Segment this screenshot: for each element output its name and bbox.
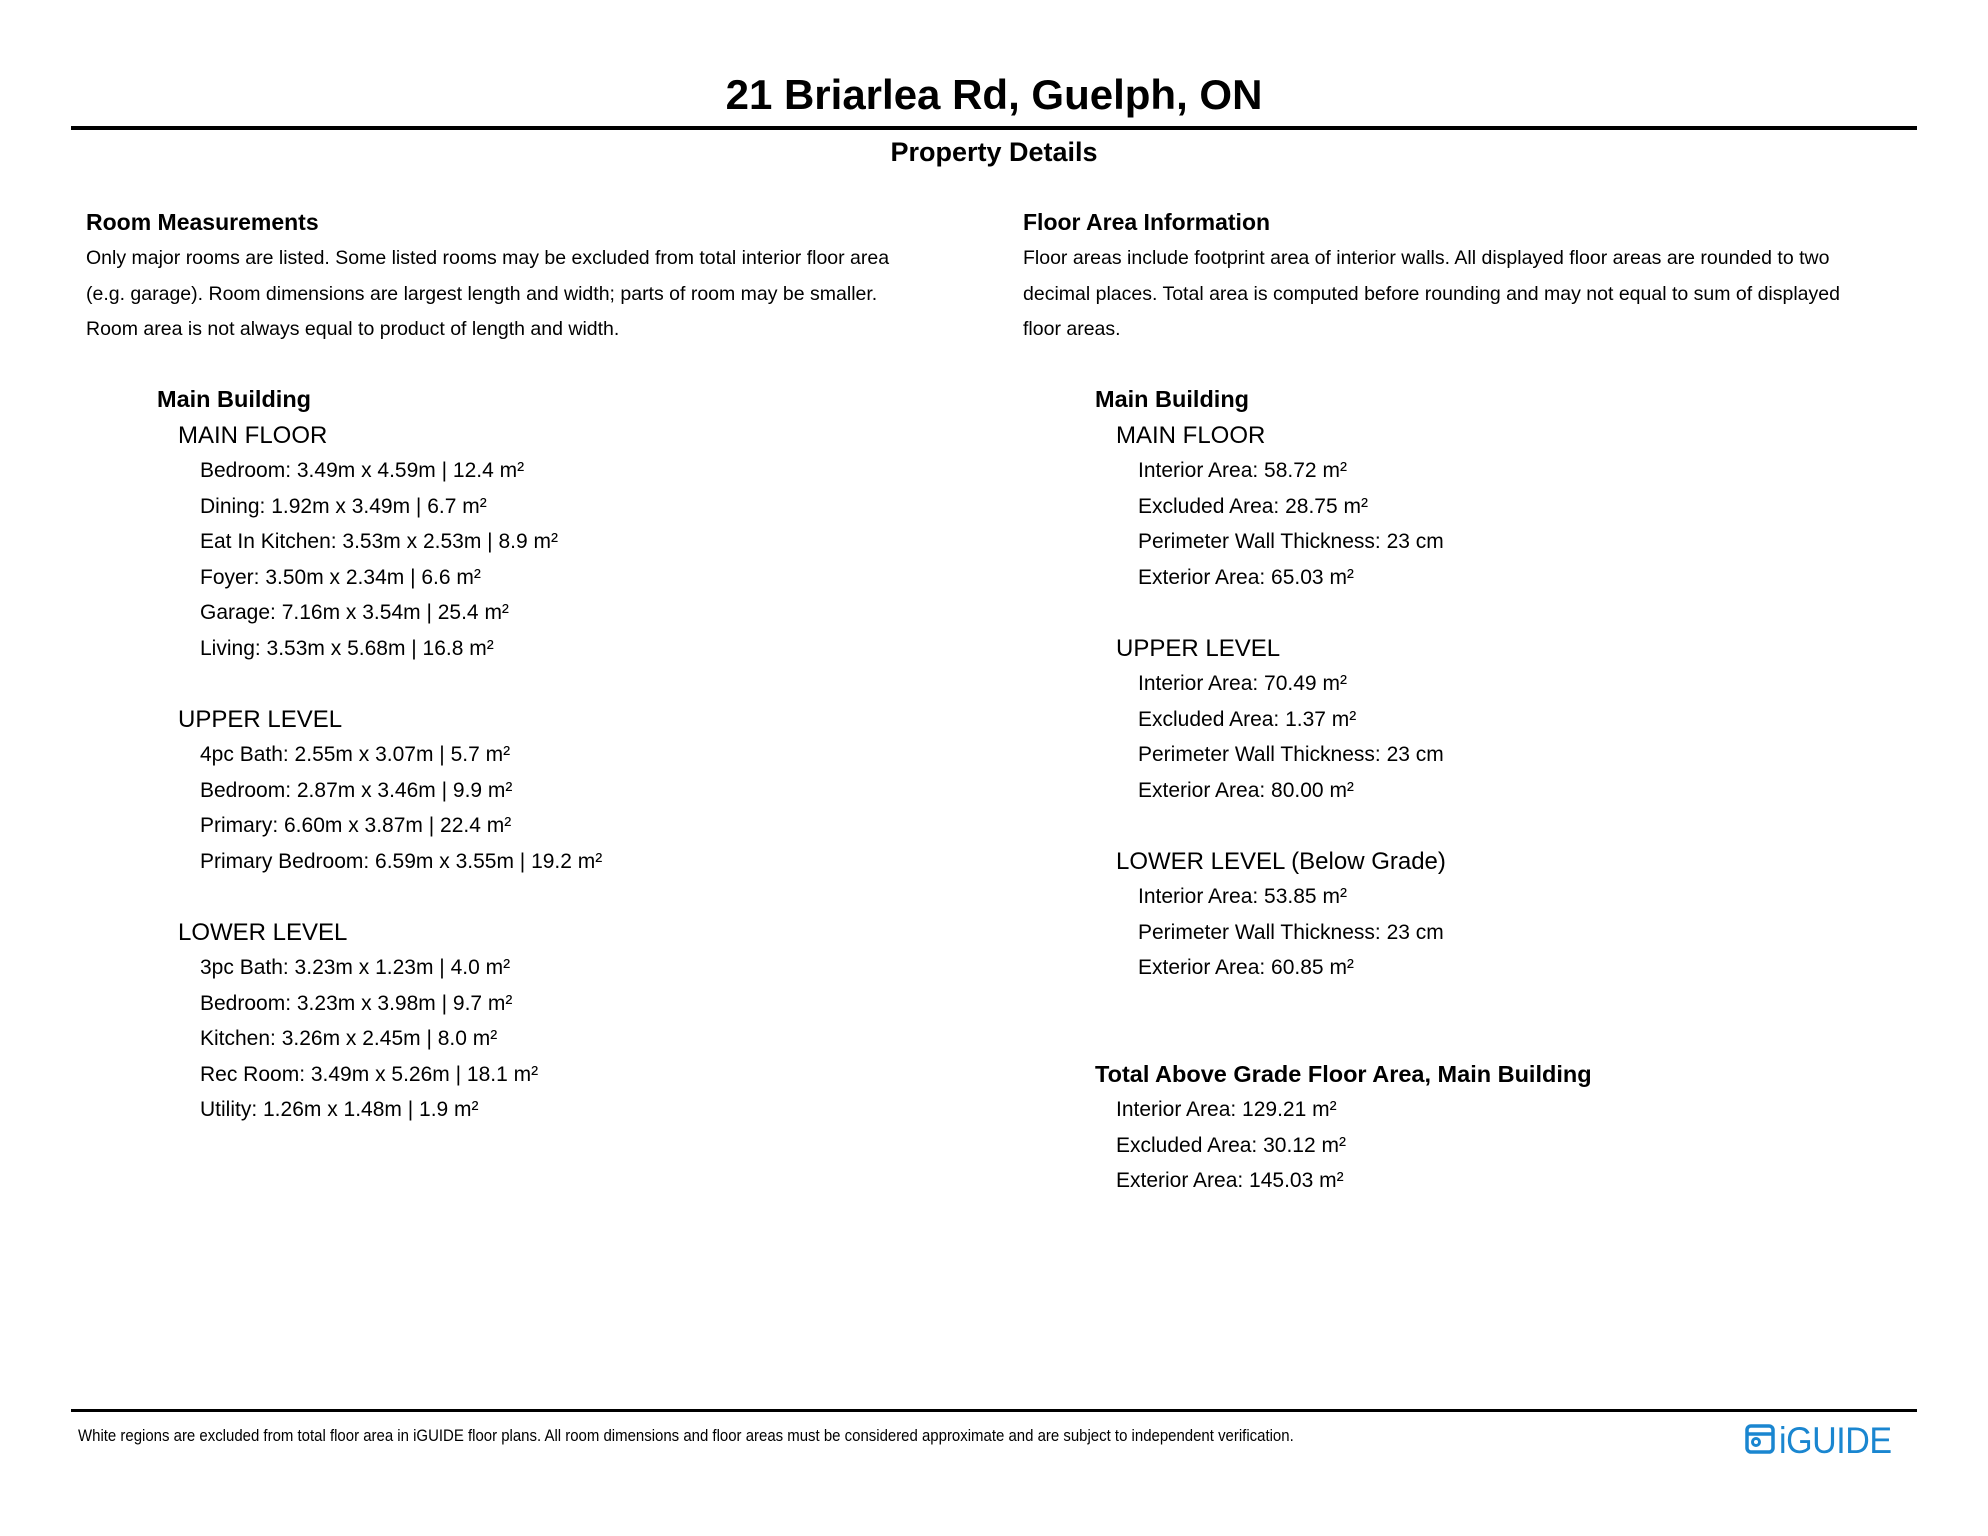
level-upper <box>157 702 602 880</box>
page-subtitle: Property Details <box>890 137 1098 167</box>
room-item: Utility: 1.26m x 1.48m | 1.9 m² <box>200 1098 479 1121</box>
room-item: Living: 3.53m x 5.68m | 16.8 m² <box>200 636 494 660</box>
level-heading: LOWER LEVEL (Below Grade) <box>1116 847 1446 875</box>
total-area-items <box>1095 1092 1592 1199</box>
room-item: Eat In Kitchen: 3.53m x 2.53m | 8.9 m² <box>200 530 558 553</box>
level-heading: UPPER LEVEL <box>1116 634 1281 662</box>
area-level-upper <box>1095 631 1592 809</box>
level-heading: UPPER LEVEL <box>178 705 343 733</box>
area-item: Interior Area: 70.49 m² <box>1138 672 1347 695</box>
room-item: Primary Bedroom: 6.59m x 3.55m | 19.2 m² <box>200 849 603 873</box>
floor-area-heading: Floor Area Information <box>1023 209 1271 235</box>
description-line: floor areas. <box>1023 318 1121 340</box>
room-measurements-description <box>86 241 889 348</box>
area-item: Perimeter Wall Thickness: 23 cm <box>1138 920 1444 944</box>
floor-area-list <box>1095 382 1592 1199</box>
area-item: Perimeter Wall Thickness: 23 cm <box>1138 530 1444 553</box>
area-level-main-floor <box>1095 418 1592 596</box>
area-item: Excluded Area: 30.12 m² <box>1116 1133 1346 1157</box>
level-main-floor <box>157 418 602 667</box>
description-line: decimal places. Total area is computed before rounding and may not equal to sum of displayed <box>1023 282 1840 305</box>
room-measurements-heading: Room Measurements <box>86 209 319 235</box>
building-heading: Main Building <box>1095 386 1250 412</box>
header-divider <box>71 126 1917 130</box>
room-item: Bedroom: 3.49m x 4.59m | 12.4 m² <box>200 459 525 482</box>
area-item: Excluded Area: 28.75 m² <box>1138 494 1368 518</box>
room-item: 4pc Bath: 2.55m x 3.07m | 5.7 m² <box>200 743 511 766</box>
level-lower <box>157 915 602 1128</box>
area-item: Interior Area: 53.85 m² <box>1138 885 1347 908</box>
footer-disclaimer: White regions are excluded from total floor area in iGUIDE floor plans. All room dimensions and floor areas must be considered approximate and are subject to independent verification. <box>78 1426 1294 1445</box>
level-heading: MAIN FLOOR <box>178 421 328 449</box>
level-heading: LOWER LEVEL <box>178 918 348 946</box>
room-list <box>157 382 602 1128</box>
area-item: Exterior Area: 80.00 m² <box>1138 778 1354 802</box>
floor-area-description <box>1023 241 1840 348</box>
area-level-lower <box>1095 844 1592 986</box>
area-item: Perimeter Wall Thickness: 23 cm <box>1138 743 1444 766</box>
level-heading: MAIN FLOOR <box>1116 421 1266 449</box>
area-item: Exterior Area: 145.03 m² <box>1116 1169 1344 1192</box>
room-item: 3pc Bath: 3.23m x 1.23m | 4.0 m² <box>200 956 511 979</box>
area-item: Interior Area: 129.21 m² <box>1116 1098 1337 1121</box>
room-item: Bedroom: 2.87m x 3.46m | 9.9 m² <box>200 778 513 802</box>
room-item: Kitchen: 3.26m x 2.45m | 8.0 m² <box>200 1027 498 1050</box>
building-heading: Main Building <box>157 386 312 412</box>
area-item: Interior Area: 58.72 m² <box>1138 459 1347 482</box>
iguide-wordmark: iGUIDE <box>1779 1420 1892 1461</box>
room-item: Primary: 6.60m x 3.87m | 22.4 m² <box>200 814 512 837</box>
description-line: Only major rooms are listed. Some listed rooms may be excluded from total interior floor area <box>86 247 890 269</box>
area-item: Excluded Area: 1.37 m² <box>1138 707 1357 731</box>
description-line: Floor areas include footprint area of interior walls. All displayed floor areas are rounded to two <box>1023 247 1830 269</box>
description-line: Room area is not always equal to product of length and width. <box>86 318 620 340</box>
room-item: Bedroom: 3.23m x 3.98m | 9.7 m² <box>200 991 513 1015</box>
room-item: Foyer: 3.50m x 2.34m | 6.6 m² <box>200 565 481 589</box>
room-item: Garage: 7.16m x 3.54m | 25.4 m² <box>200 601 509 624</box>
area-item: Exterior Area: 65.03 m² <box>1138 565 1354 589</box>
area-item: Exterior Area: 60.85 m² <box>1138 956 1354 979</box>
total-area-heading: Total Above Grade Floor Area, Main Building <box>1095 1060 1592 1087</box>
iguide-camera-icon <box>1745 1424 1775 1459</box>
description-line: (e.g. garage). Room dimensions are largest length and width; parts of room may be smaller. <box>86 282 878 305</box>
room-item: Rec Room: 3.49m x 5.26m | 18.1 m² <box>200 1062 539 1086</box>
iguide-logo <box>1745 1422 1901 1460</box>
room-item: Dining: 1.92m x 3.49m | 6.7 m² <box>200 494 487 518</box>
footer-divider <box>71 1409 1917 1412</box>
page-title: 21 Briarlea Rd, Guelph, ON <box>725 71 1263 118</box>
